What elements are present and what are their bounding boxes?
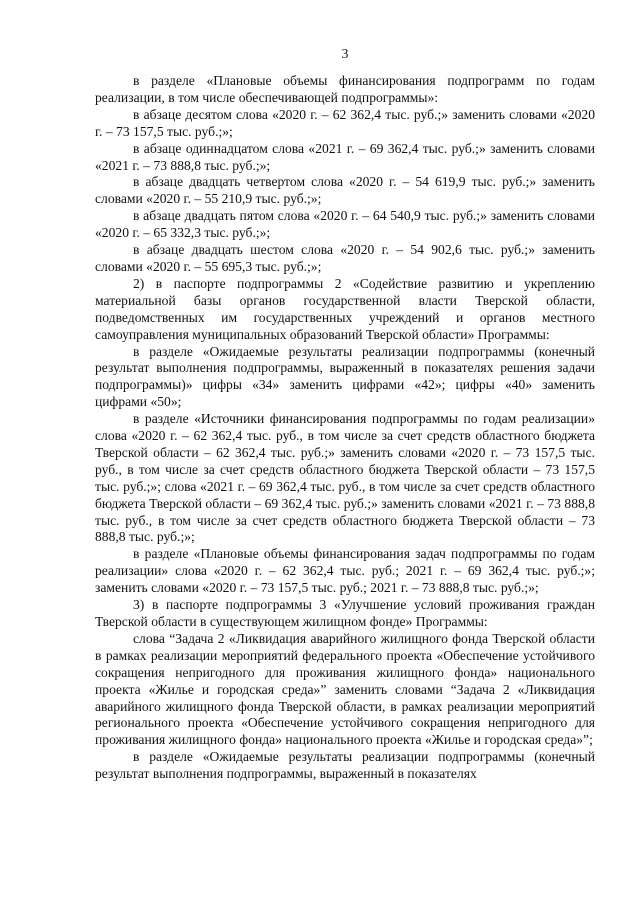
paragraph: в абзаце двадцать шестом слова «2020 г. – 54 902,6 тыс. руб.;» заменить словами «2020 г. – 55 695,3 тыс. руб.;»; [95,242,595,274]
paragraph: в разделе «Плановые объемы финансирования подпрограмм по годам реализации, в том числе обеспечивающей подпрограммы»: [95,73,595,105]
paragraph: в разделе «Источники финансирования подпрограммы по годам реализации» слова «2020 г. – 62 362,4 тыс. руб., в том числе за счет средств областного бюджета Тверской области – 62 362,4 тыс. руб.;» заменить словами «2020 г. – 73 157,5 тыс. руб., в том числе за счет средств областного бюджета Тверской области – 73 157,5 тыс. руб.;»; слова «2021 г. – 69 362,4 тыс. руб., в том числе за счет средств областного бюджета Тверской области – 69 362,4 тыс. руб.;» заменить словами «2021 г. – 73 888,8 тыс. руб., в том числе за счет средств областного бюджета Тверской области – 73 888,8 тыс. руб.;»; [95,411,595,545]
paragraph: в разделе «Ожидаемые результаты реализации подпрограммы (конечный результат выполнения подпрограммы, выраженный в показателях решения задачи подпрограммы)» цифры «34» заменить цифрами «42»; цифры «40» заменить цифрами «50»; [95,343,595,410]
paragraph: в абзаце двадцать пятом слова «2020 г. – 64 540,9 тыс. руб.;» заменить словами «2020 г. – 65 332,3 тыс. руб.;»; [95,208,595,241]
paragraph: 3) в паспорте подпрограммы 3 «Улучшение условий проживания граждан Тверской области в существующем жилищном фонде» Программы: [95,597,595,629]
paragraph: 2) в паспорте подпрограммы 2 «Содействие развитию и укреплению материальной базы органов государственной власти Тверской области, подведомственных им государственных учреждений и органов местного самоуправления муниципальных образований Тверской области» Программы: [95,275,595,342]
document-page [95,0,595,783]
document-body [95,73,595,783]
paragraph: в абзаце десятом слова «2020 г. – 62 362,4 тыс. руб.;» заменить словами «2020 г. – 73 157,5 тыс. руб.;»; [95,106,595,139]
page-number: 3 [341,46,349,61]
paragraph: слова “Задача 2 «Ликвидация аварийного жилищного фонда Тверской области в рамках реализации мероприятий федерального проекта «Обеспечение устойчивого сокращения непригодного для проживания жилищного фонда» национального проекта «Жилье и городская среда»” заменить словами “Задача 2 «Ликвидация аварийного жилищного фонда Тверской области, в рамках реализации мероприятий регионального проекта «Обеспечение устойчивого сокращения непригодного для проживания жилищного фонда» национального проекта «Жилье и городская среда»”; [95,630,595,748]
paragraph: в разделе «Плановые объемы финансирования задач подпрограммы по годам реализации» слова «2020 г. – 62 362,4 тыс. руб.; 2021 г. – 69 362,4 тыс. руб.;»; заменить словами «2020 г. – 73 157,5 тыс. руб.; 2021 г. – 73 888,8 тыс. руб.;»; [95,546,595,596]
paragraph: в абзаце одиннадцатом слова «2021 г. – 69 362,4 тыс. руб.;» заменить словами «2021 г. – 73 888,8 тыс. руб.;»; [95,140,595,173]
paragraph: в абзаце двадцать четвертом слова «2020 г. – 54 619,9 тыс. руб.;» заменить словами «2020 г. – 55 210,9 тыс. руб.;»; [95,174,595,207]
paragraph: в разделе «Ожидаемые результаты реализации подпрограммы (конечный результат выполнения подпрограммы, выраженный в показателях [95,749,595,782]
